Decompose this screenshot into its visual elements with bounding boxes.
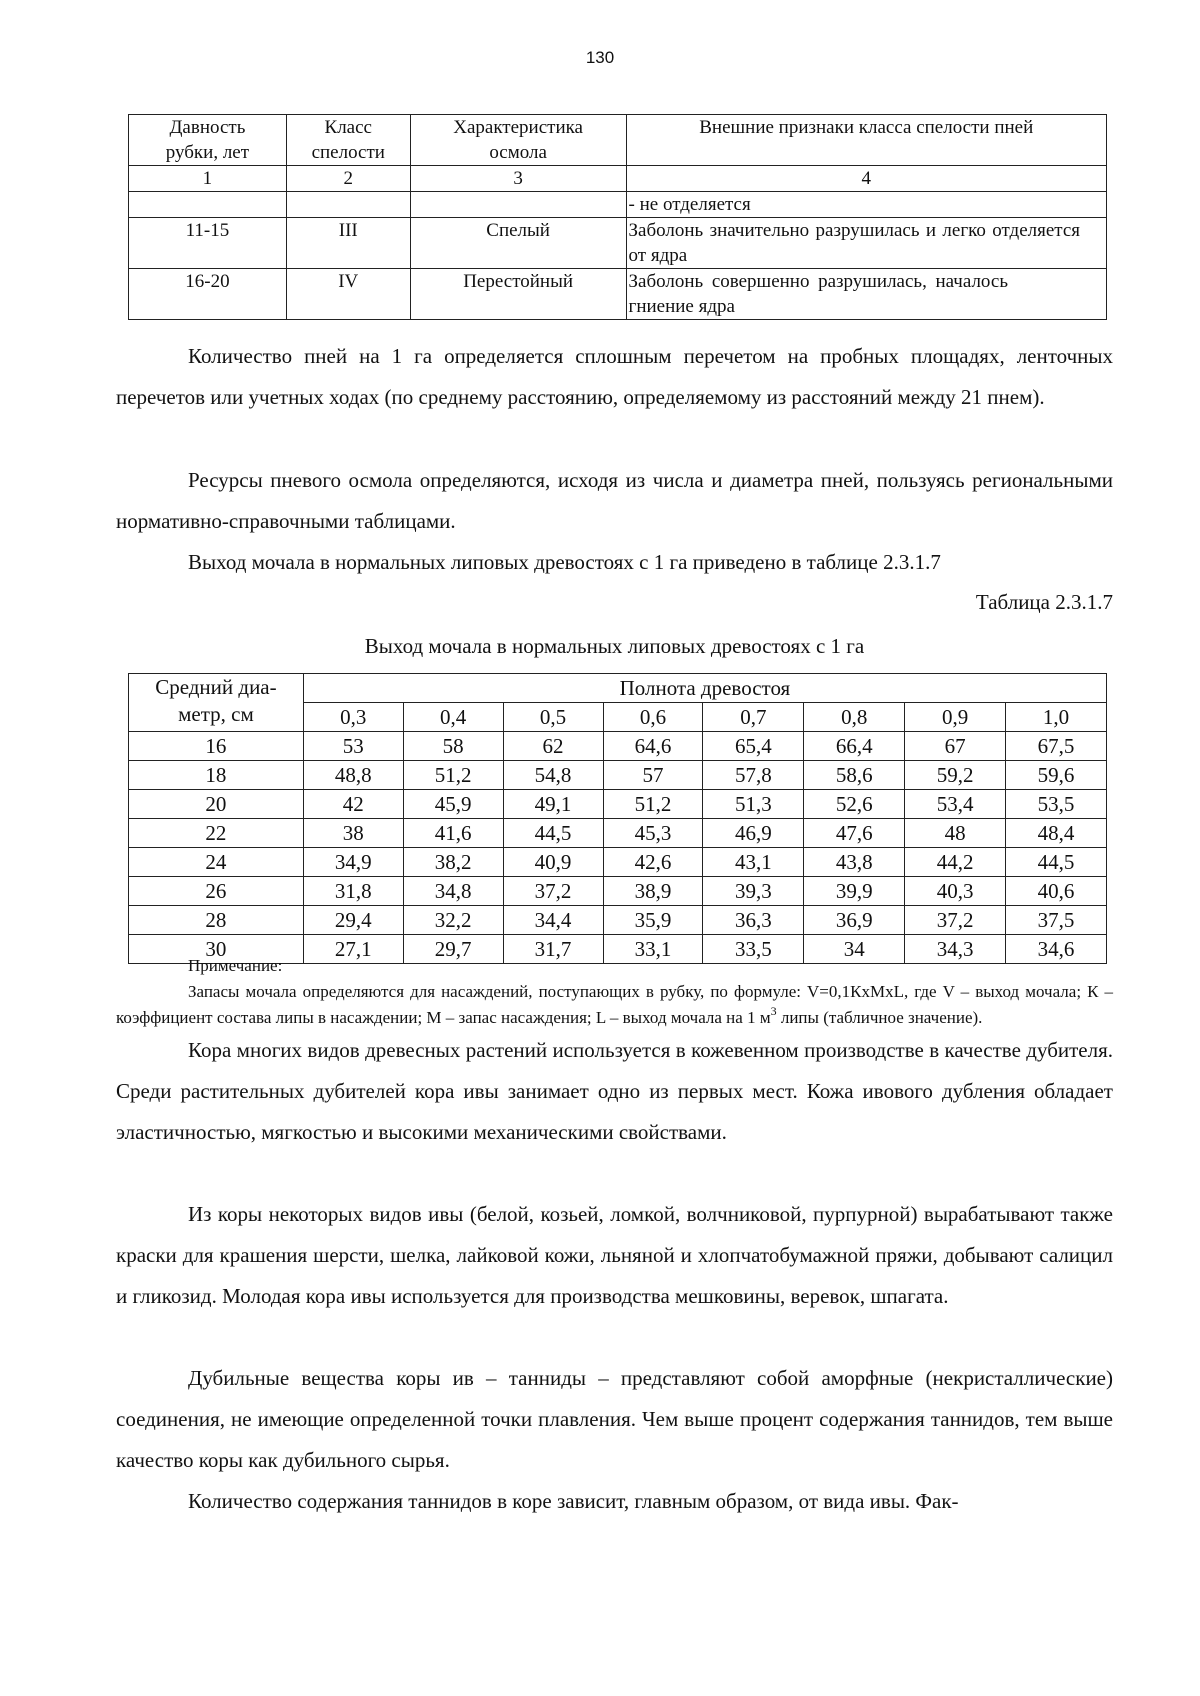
table-cell: 49,1 (503, 790, 603, 819)
table-cell: 66,4 (804, 732, 905, 761)
table-cell: 54,8 (503, 761, 603, 790)
table-row (129, 819, 1107, 848)
header-cell: Характеристика осмола (410, 115, 626, 166)
table-cell: 45,3 (603, 819, 703, 848)
header-cell: 0,9 (905, 703, 1006, 732)
table-cell: Перестойный (410, 269, 626, 320)
table-row (129, 848, 1107, 877)
table-cell: 20 (129, 790, 304, 819)
table-cell: Спелый (410, 218, 626, 269)
note-label: Примечание: (188, 956, 283, 975)
table-title: Выход мочала в нормальных липовых древостоях с 1 га (364, 634, 865, 658)
header-cell: 0,5 (503, 703, 603, 732)
table-cell: 45,9 (403, 790, 503, 819)
table-cell: 38 (303, 819, 403, 848)
table-cell: 3 (410, 166, 626, 192)
table-row (129, 877, 1107, 906)
header-cell: Давность рубки, лет (129, 115, 287, 166)
table-cell: 53 (303, 732, 403, 761)
table-cell: 64,6 (603, 732, 703, 761)
paragraph: Количество содержания таннидов в коре зависит, главным образом, от вида ивы. Фак- (188, 1489, 959, 1513)
table-cell: 34,4 (503, 906, 603, 935)
note-text: Запасы мочала определяются для насаждений, поступающих в рубку, по формуле: V=0,1КхМхL, где V – выход мочала; К – коэффициент состава липы в насаждении; М – запас насаждения; L – выход мочала на 1 $м^3$ липы (табличное значение). (116, 982, 1113, 1027)
table-cell: 44,2 (905, 848, 1006, 877)
table-row (129, 732, 1107, 761)
table-cell: 34,8 (403, 877, 503, 906)
bast-yield-table (128, 673, 1107, 964)
table-cell (129, 192, 287, 218)
header-cell: 0,8 (804, 703, 905, 732)
table-cell: 62 (503, 732, 603, 761)
table-cell: - не отделяется (626, 192, 1106, 218)
header-cell: 1,0 (1006, 703, 1107, 732)
table-cell: 4 (626, 166, 1106, 192)
header-cell: Полнота древостоя (303, 674, 1106, 703)
table-cell: 41,6 (403, 819, 503, 848)
header-cell: 0,3 (303, 703, 403, 732)
table-row (129, 790, 1107, 819)
table-cell: 43,1 (703, 848, 804, 877)
table-cell: 29,7 (403, 935, 503, 964)
table-cell: 35,9 (603, 906, 703, 935)
table-row (129, 218, 1107, 269)
table-cell: 16-20 (129, 269, 287, 320)
table-cell: 31,8 (303, 877, 403, 906)
table-cell: 57 (603, 761, 703, 790)
table-cell: 51,2 (603, 790, 703, 819)
table-cell: 53,5 (1006, 790, 1107, 819)
table-cell: 24 (129, 848, 304, 877)
table-cell: 16 (129, 732, 304, 761)
paragraph: Кора многих видов древесных растений используется в кожевенном производстве в качестве дубителя. Среди растительных дубителей кора ивы занимает одно из первых мест. Кожа ивового дубления обладает эластичностью, мягкостью и высокими механическими свойствами. (116, 1038, 1113, 1144)
table-cell: 34,3 (905, 935, 1006, 964)
column-number-row (129, 166, 1107, 192)
table-cell: 59,2 (905, 761, 1006, 790)
table-cell: 36,3 (703, 906, 804, 935)
table-cell: 39,9 (804, 877, 905, 906)
table-row (129, 761, 1107, 790)
table-cell: 27,1 (303, 935, 403, 964)
table-cell: 28 (129, 906, 304, 935)
table-cell: 34,9 (303, 848, 403, 877)
table-cell: 37,2 (905, 906, 1006, 935)
table-cell: 59,6 (1006, 761, 1107, 790)
table-cell: 42 (303, 790, 403, 819)
table-header-row (129, 674, 1107, 703)
table-cell: 51,2 (403, 761, 503, 790)
paragraph: Количество пней на 1 га определяется сплошным перечетом на пробных площадях, ленточных перечетов или учетных ходах (по среднему расстоянию, определяемому из расстояний между 21 пнем). (116, 344, 1113, 409)
table-cell: 43,8 (804, 848, 905, 877)
table-cell: 26 (129, 877, 304, 906)
table-cell: 58 (403, 732, 503, 761)
table-cell: 31,7 (503, 935, 603, 964)
paragraph: Из коры некоторых видов ивы (белой, козьей, ломкой, волчниковой, пурпурной) вырабатывают также краски для крашения шерсти, шелка, лайковой кожи, льняной и хлопчатобумажной пряжи, добывают салицил и гликозид. Молодая кора ивы используется для производства мешковины, веревок, шпагата. (116, 1202, 1113, 1308)
page-number: 130 (585, 48, 615, 67)
table-cell: 53,4 (905, 790, 1006, 819)
stump-ripeness-table (128, 114, 1107, 320)
table-cell: 33,1 (603, 935, 703, 964)
table-cell: 40,3 (905, 877, 1006, 906)
table-row (129, 192, 1107, 218)
table-cell: 38,9 (603, 877, 703, 906)
paragraph: Ресурсы пневого осмола определяются, исходя из числа и диаметра пней, пользуясь региональными нормативно-справочными таблицами. (116, 468, 1113, 533)
table-cell: 33,5 (703, 935, 804, 964)
table-cell: 40,9 (503, 848, 603, 877)
table-cell: Заболонь значительно разрушилась и легко отделяется от ядра (626, 218, 1106, 269)
table-cell: Заболонь совершенно разрушилась, началось гниение ядра (626, 269, 1106, 320)
table-row (129, 269, 1107, 320)
table-cell: 44,5 (1006, 848, 1107, 877)
table-cell: 32,2 (403, 906, 503, 935)
header-cell: 0,4 (403, 703, 503, 732)
table-cell: 51,3 (703, 790, 804, 819)
table-cell: 42,6 (603, 848, 703, 877)
table-cell: 18 (129, 761, 304, 790)
header-cell: 0,7 (703, 703, 804, 732)
table-cell: 44,5 (503, 819, 603, 848)
table-cell: 67 (905, 732, 1006, 761)
table-cell: 58,6 (804, 761, 905, 790)
paragraph: Дубильные вещества коры ив – танниды – представляют собой аморфные (некристаллические) соединения, не имеющие определенной точки плавления. Чем выше процент содержания таннидов, тем выше качество коры как дубильного сырья. (116, 1366, 1113, 1472)
table-cell (286, 192, 410, 218)
table-cell: 57,8 (703, 761, 804, 790)
table-cell: 22 (129, 819, 304, 848)
table-cell: 67,5 (1006, 732, 1107, 761)
header-cell: Класс спелости (286, 115, 410, 166)
table-cell: 46,9 (703, 819, 804, 848)
header-cell: Внешние признаки класса спелости пней (626, 115, 1106, 166)
table-cell: 11-15 (129, 218, 287, 269)
table-cell: 38,2 (403, 848, 503, 877)
table-cell: 37,5 (1006, 906, 1107, 935)
table-cell: 36,9 (804, 906, 905, 935)
table-cell: 48,8 (303, 761, 403, 790)
table-cell: 34,6 (1006, 935, 1107, 964)
table-cell: 48 (905, 819, 1006, 848)
table-header-row (129, 115, 1107, 166)
table-cell: 65,4 (703, 732, 804, 761)
header-cell: 0,6 (603, 703, 703, 732)
table-label: Таблица 2.3.1.7 (975, 590, 1113, 614)
table-cell: III (286, 218, 410, 269)
table-cell: 39,3 (703, 877, 804, 906)
table-cell: 34 (804, 935, 905, 964)
table-cell: IV (286, 269, 410, 320)
header-cell: Средний диа- метр, см (129, 674, 304, 732)
table-cell: 48,4 (1006, 819, 1107, 848)
table-cell: 29,4 (303, 906, 403, 935)
paragraph: Выход мочала в нормальных липовых древостоях с 1 га приведено в таблице 2.3.1.7 (188, 550, 941, 574)
table-cell: 47,6 (804, 819, 905, 848)
table-cell: 30 (129, 935, 304, 964)
table-cell: 2 (286, 166, 410, 192)
table-row (129, 906, 1107, 935)
table-cell (410, 192, 626, 218)
table-cell: 52,6 (804, 790, 905, 819)
table-cell: 1 (129, 166, 287, 192)
table-cell: 40,6 (1006, 877, 1107, 906)
table-cell: 37,2 (503, 877, 603, 906)
